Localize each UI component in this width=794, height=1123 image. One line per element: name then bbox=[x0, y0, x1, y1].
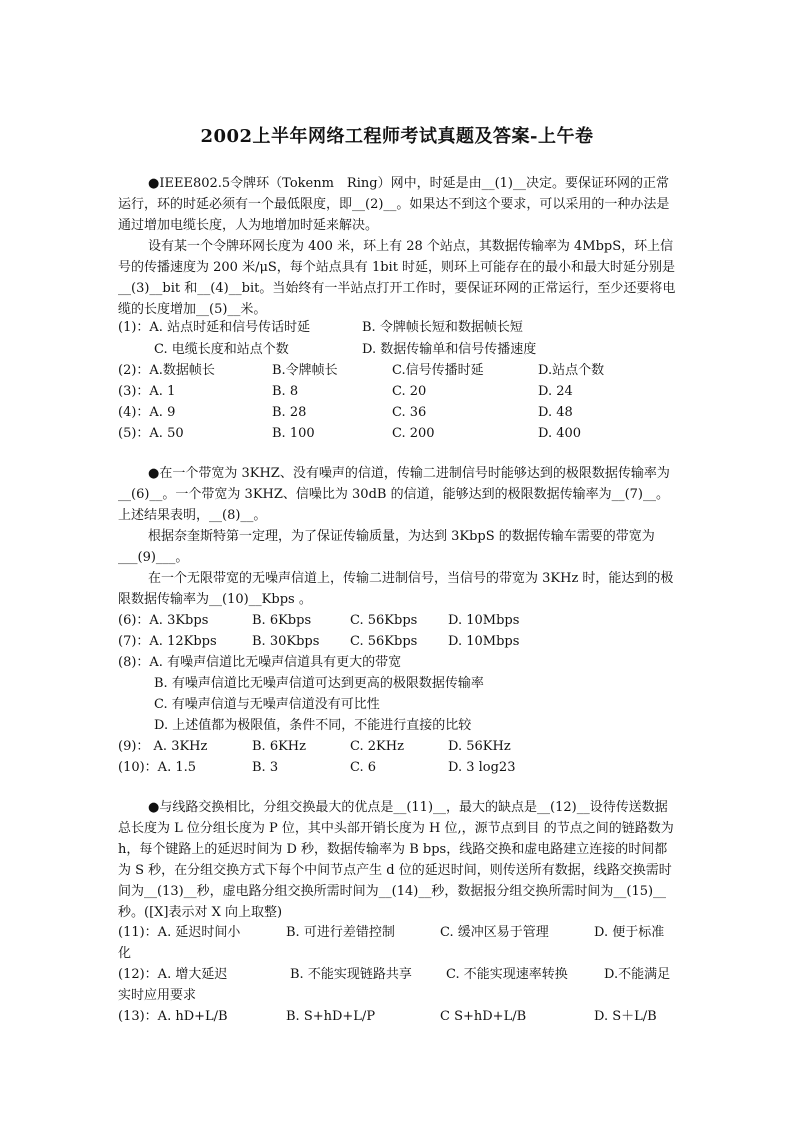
option-a: (13)：A. hD+L/B bbox=[118, 1009, 228, 1024]
option-row bbox=[118, 402, 688, 423]
option-d: D. 10Mbps bbox=[448, 634, 520, 649]
option-row bbox=[118, 423, 688, 444]
option-c: C. 缓冲区易于管理 bbox=[440, 925, 549, 940]
option-b: B. 6Kbps bbox=[252, 613, 312, 628]
option-d: D. 3 log23 bbox=[448, 760, 516, 775]
option-row bbox=[118, 339, 688, 360]
option-row bbox=[118, 381, 688, 402]
option-b: B. 6KHz bbox=[252, 739, 306, 754]
option-c: C. 56Kbps bbox=[350, 634, 418, 649]
option-d: D. 24 bbox=[538, 384, 573, 399]
option-row bbox=[118, 360, 688, 381]
option-d: D. 400 bbox=[538, 426, 582, 441]
option-wrap-text: 实时应用要求 bbox=[118, 988, 197, 1003]
option-a: (4)：A. 9 bbox=[118, 405, 176, 420]
option-row bbox=[118, 757, 688, 778]
option-c: C. 2KHz bbox=[350, 739, 404, 754]
option-d: D. 48 bbox=[538, 405, 573, 420]
option-b: B. 30Kbps bbox=[252, 634, 320, 649]
option-b: B.令牌帧长 bbox=[272, 363, 338, 378]
option-c: C S+hD+L/B bbox=[440, 1009, 527, 1024]
option-row bbox=[118, 631, 688, 652]
question-paragraph: ●在一个带宽为 3KHZ、没有噪声的信道，传输二进制信号时能够达到的极限数据传输率为__(6)__。一个带宽为 3KHZ、信噪比为 30dB 的信道，能够达到的极限数据传输率为__(7)__。上述结果表明，__(8)__。 bbox=[118, 466, 670, 523]
option-b: B. 100 bbox=[272, 426, 315, 441]
option-wrap-text: 化 bbox=[118, 946, 132, 961]
option-c: C. 6 bbox=[350, 760, 377, 775]
question-paragraph: 根据奈奎斯特第一定理，为了保证传输质量，为达到 3KbpS 的数据传输车需要的带宽为___(9)___。 bbox=[118, 529, 655, 565]
question-paragraph: ●与线路交换相比，分组交换最大的优点是__(11)__，最大的缺点是__(12)__设待传送数据总长度为 L 位分组长度为 P 位，其中头部开销长度为 H 位,，源节点到目 的节点之间的链路数为 h，每个键路上的延迟时间为 D 秒，数据传输率为 B bps，线路交换和虚电路建立连接的时间都为 S 秒，在分组交换方式下每个中间节点产生 d 位的延迟时间，则传送所有数据，线路交换需时间为__(13)__秒，虚电路分组交换所需时间为__(14)__秒，数据报分组交换所需时间为__(15)__秒。([X]表示对 X 向上取整) bbox=[118, 800, 674, 920]
option-a: (3)：A. 1 bbox=[118, 384, 176, 399]
option-row bbox=[118, 1006, 688, 1027]
option-c: C. 56Kbps bbox=[350, 613, 418, 628]
option-d: D. 56KHz bbox=[448, 739, 511, 754]
option-c: C.信号传播时延 bbox=[392, 363, 484, 378]
option-row bbox=[118, 610, 688, 631]
option-row bbox=[118, 964, 688, 985]
option-row bbox=[118, 652, 688, 673]
option-a: (11)：A. 延迟时间小 bbox=[118, 925, 241, 940]
question-paragraph: 设有某一个令牌环网长度为 400 米，环上有 28 个站点，其数据传输率为 4MbpS，环上信号的传播速度为 200 米/μS，每个站点具有 1bit 时延，则环上可能存在的最小和最大时延分别是 __(3)__bit 和__(4)__bit。当始终有一半站点打开工作时，要保证环网的正常运行，至少还要将电缆的长度增加__(5)__米。 bbox=[118, 239, 676, 317]
option-c: C. 36 bbox=[392, 405, 427, 420]
option-c: C. 不能实现速率转换 bbox=[446, 967, 568, 982]
option-d: D. 上述值都为极限值，条件不同，不能进行直接的比较 bbox=[154, 718, 472, 733]
question-paragraph: 在一个无限带宽的无噪声信道上，传输二进制信号，当信号的带宽为 3KHz 时，能达到的极限数据传输率为__(10)__Kbps 。 bbox=[118, 571, 674, 607]
option-d: D.不能满足 bbox=[604, 967, 671, 982]
option-a: (9)： A. 3KHz bbox=[118, 739, 208, 754]
option-a: (6)：A. 3Kbps bbox=[118, 613, 209, 628]
option-d: D. 10Mbps bbox=[448, 613, 520, 628]
option-a: (8)：A. 有噪声信道比无噪声信道具有更大的带宽 bbox=[118, 655, 402, 670]
question-paragraph: ●IEEE802.5令牌环（Tokenm Ring）网中，时延是由__(1)__决定。要保证环网的正常运行，环的时延必须有一个最低限度，即__(2)__。如果达不到这个要求，可以采用的一种办法是通过增加电缆长度，人为地增加时延来解决。 bbox=[118, 176, 670, 233]
option-b: B. 8 bbox=[272, 384, 299, 399]
option-a: (10)：A. 1.5 bbox=[118, 760, 197, 775]
option-a: (12)：A. 增大延迟 bbox=[118, 967, 228, 982]
option-c: C. 电缆长度和站点个数 bbox=[154, 342, 289, 357]
option-a: (7)：A. 12Kbps bbox=[118, 634, 217, 649]
option-d: D. S＋L/B bbox=[594, 1009, 657, 1024]
option-a: (5)：A. 50 bbox=[118, 426, 184, 441]
option-a: (1)：A. 站点时延和信号传话时延 bbox=[118, 320, 311, 335]
option-d: D. 便于标准 bbox=[594, 925, 665, 940]
option-b: B. 可进行差错控制 bbox=[286, 925, 395, 940]
option-row bbox=[118, 922, 688, 943]
option-c: C. 20 bbox=[392, 384, 427, 399]
option-a: (2)：A.数据帧长 bbox=[118, 363, 215, 378]
option-b: B. 28 bbox=[272, 405, 307, 420]
option-c: C. 200 bbox=[392, 426, 435, 441]
option-b: B. 有噪声信道比无噪声信道可达到更高的极限数据传输率 bbox=[154, 676, 484, 691]
option-b: B. 令牌帧长短和数据帧长短 bbox=[362, 320, 523, 335]
option-b: B. 3 bbox=[252, 760, 279, 775]
option-b: B. S+hD+L/P bbox=[286, 1009, 376, 1024]
option-row bbox=[118, 736, 688, 757]
option-row bbox=[118, 317, 688, 338]
document-title: 2002上半年网络工程师考试真题及答案-上午卷 bbox=[200, 126, 594, 147]
option-b: B. 不能实现链路共享 bbox=[290, 967, 412, 982]
option-d: D.站点个数 bbox=[538, 363, 605, 378]
option-d: D. 数据传输单和信号传播速度 bbox=[362, 342, 537, 357]
option-c: C. 有噪声信道与无噪声信道没有可比性 bbox=[154, 697, 380, 712]
